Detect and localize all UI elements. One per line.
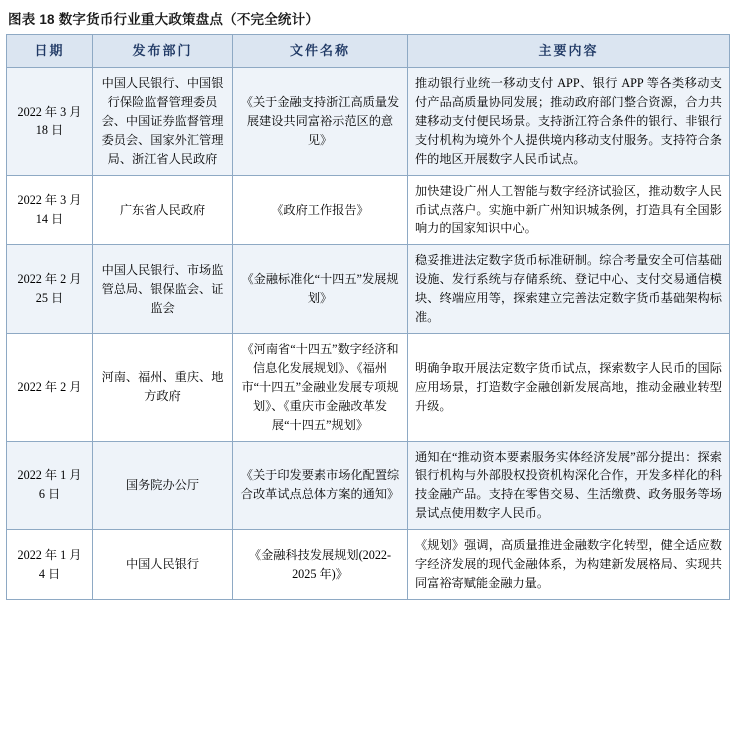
cell-date: 2022 年 2 月 25 日 [7, 245, 93, 334]
cell-content: 通知在“推动资本要素服务实体经济发展”部分提出：探索银行机构与外部股权投资机构深化合作，开发多样化的科技金融产品。支持在零售交易、生活缴费、政务服务等场景试点使用数字人民币。 [408, 441, 730, 530]
cell-date: 2022 年 3 月 18 日 [7, 68, 93, 176]
cell-department: 河南、福州、重庆、地方政府 [93, 334, 233, 442]
cell-department: 中国人民银行、市场监管总局、银保监会、证监会 [93, 245, 233, 334]
column-header-document: 文件名称 [233, 35, 408, 68]
cell-document: 《关于金融支持浙江高质量发展建设共同富裕示范区的意见》 [233, 68, 408, 176]
cell-content: 推动银行业统一移动支付 APP、银行 APP 等各类移动支付产品高质量协同发展；推动政府部门整合资源，合力共建移动支付便民场景。支持浙江符合条件的银行、非银行支付机构为境外个人提供境内移动支付服务。支持符合条件的地区开展数字人民币试点。 [408, 68, 730, 176]
cell-content: 稳妥推进法定数字货币标准研制。综合考量安全可信基础设施、发行系统与存储系统、登记中心、支付交易通信模块、终端应用等，探索建立完善法定数字货币基础架构标准。 [408, 245, 730, 334]
cell-document: 《金融标准化“十四五”发展规划》 [233, 245, 408, 334]
cell-department: 中国人民银行 [93, 530, 233, 600]
cell-document: 《金融科技发展规划(2022-2025 年)》 [233, 530, 408, 600]
table-header [7, 35, 730, 68]
cell-date: 2022 年 2 月 [7, 334, 93, 442]
cell-document: 《政府工作报告》 [233, 175, 408, 245]
cell-department: 中国人民银行、中国银行保险监督管理委员会、中国证券监督管理委员会、国家外汇管理局、浙江省人民政府 [93, 68, 233, 176]
policy-table [6, 34, 730, 600]
cell-department: 国务院办公厅 [93, 441, 233, 530]
table-header-row [7, 35, 730, 68]
table-row [7, 441, 730, 530]
cell-content: 明确争取开展法定数字货币试点，探索数字人民币的国际应用场景，打造数字金融创新发展高地，推动金融业转型升级。 [408, 334, 730, 442]
cell-content: 加快建设广州人工智能与数字经济试验区，推动数字人民币试点落户。实施中新广州知识城条例，打造具有全国影响力的国家知识中心。 [408, 175, 730, 245]
cell-document: 《河南省“十四五”数字经济和信息化发展规划》、《福州市“十四五”金融业发展专项规划》、《重庆市金融改革发展“十四五”规划》 [233, 334, 408, 442]
cell-date: 2022 年 1 月 6 日 [7, 441, 93, 530]
table-body [7, 68, 730, 600]
table-row [7, 334, 730, 442]
table-row [7, 245, 730, 334]
cell-department: 广东省人民政府 [93, 175, 233, 245]
cell-document: 《关于印发要素市场化配置综合改革试点总体方案的通知》 [233, 441, 408, 530]
column-header-date: 日期 [7, 35, 93, 68]
table-row [7, 68, 730, 176]
table-row [7, 530, 730, 600]
column-header-content: 主要内容 [408, 35, 730, 68]
table-caption: 图表 18 数字货币行业重大政策盘点（不完全统计） [8, 12, 320, 27]
cell-content: 《规划》强调，高质量推进金融数字化转型，健全适应数字经济发展的现代金融体系，为构建新发展格局、实现共同富裕寄赋能金融力量。 [408, 530, 730, 600]
cell-date: 2022 年 1 月 4 日 [7, 530, 93, 600]
cell-date: 2022 年 3 月 14 日 [7, 175, 93, 245]
table-row [7, 175, 730, 245]
column-header-department: 发布部门 [93, 35, 233, 68]
